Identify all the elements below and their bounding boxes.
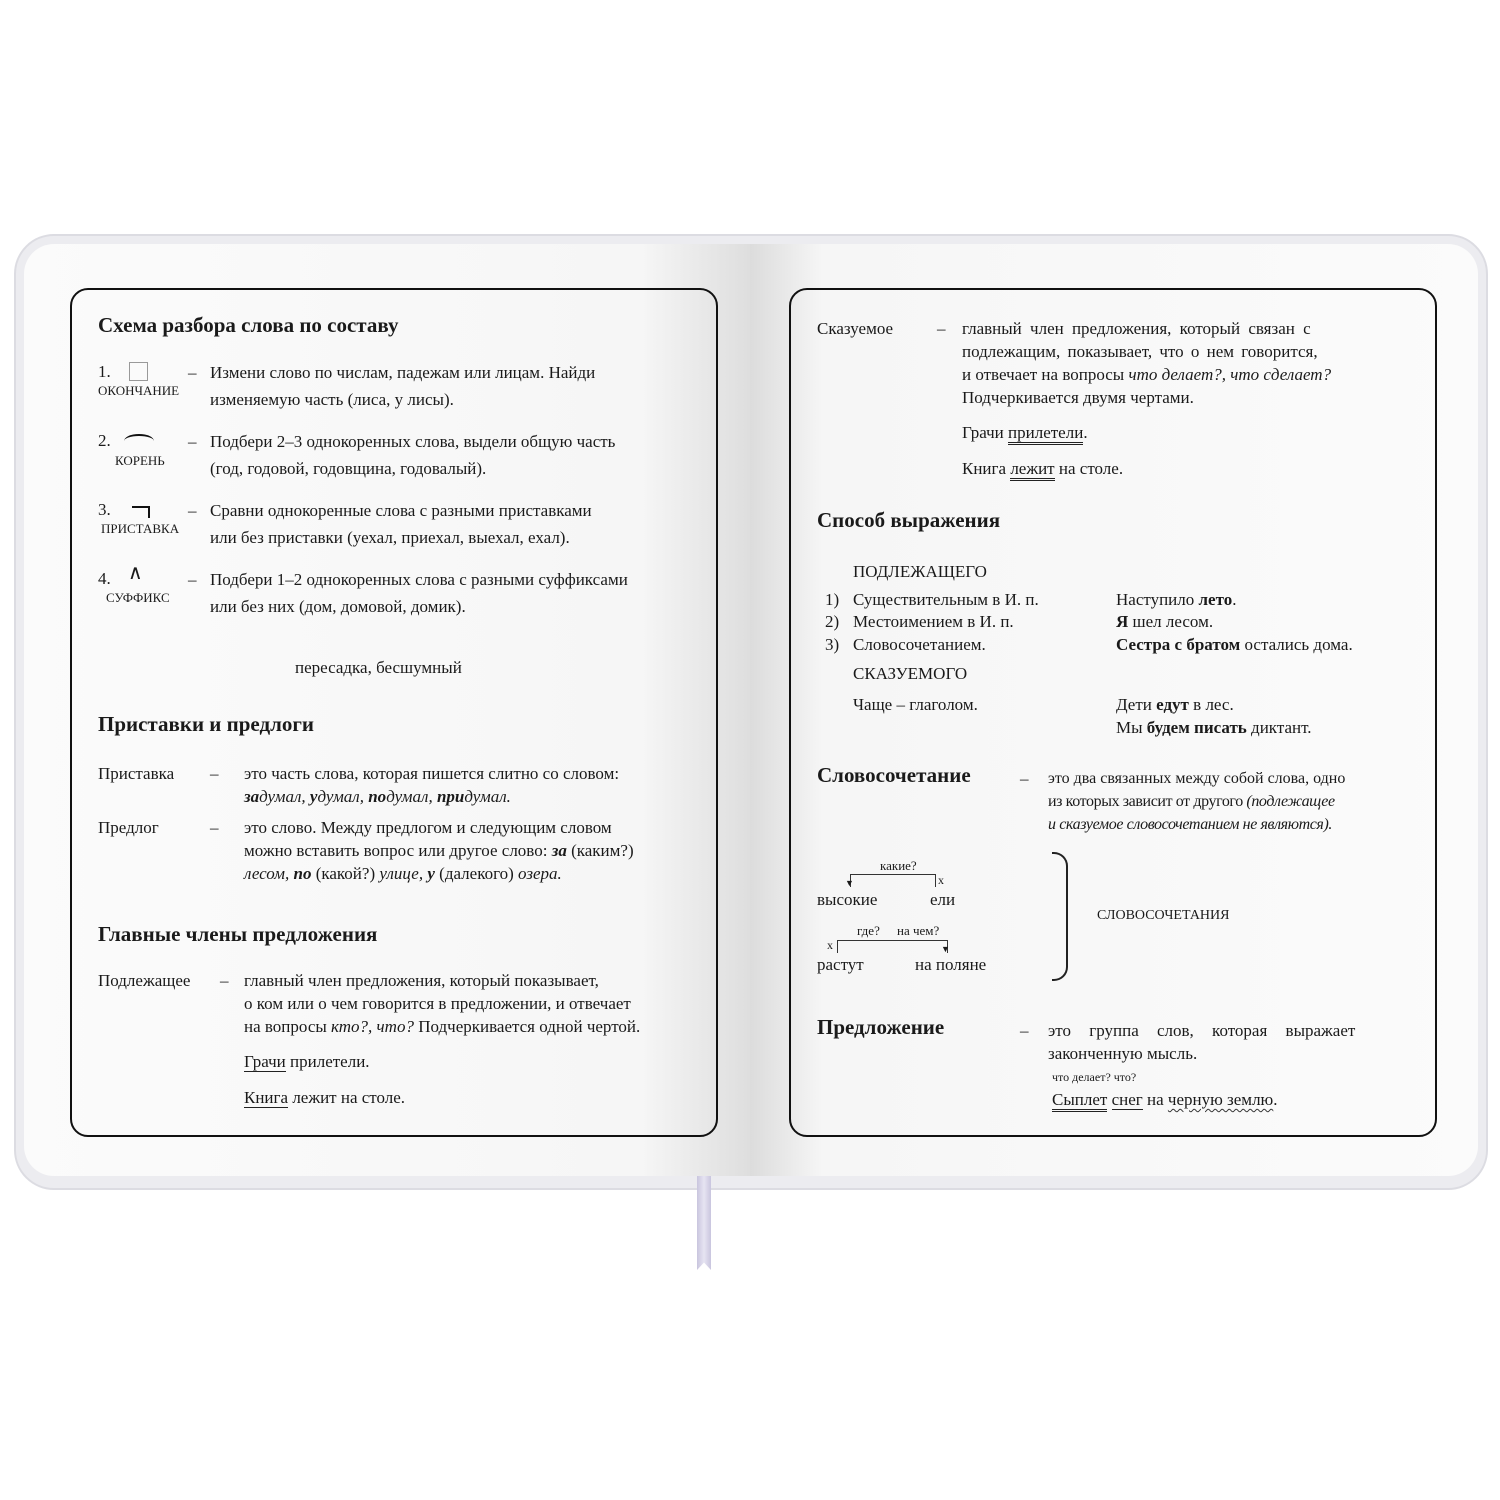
arrow-bracket	[837, 940, 948, 953]
question-label: что делает? что?	[1052, 1070, 1137, 1084]
term: Словосочетание	[817, 763, 971, 787]
definition: и отвечает на вопросы что делает?, что сделает?	[962, 365, 1332, 384]
example-sentence: Книга лежит на столе.	[962, 457, 1123, 480]
item-label: СУФФИКС	[106, 590, 170, 605]
row-number: 1)	[825, 590, 840, 609]
item-text: Измени слово по числам, падежам или лицам. Найди	[210, 363, 596, 382]
row-text: Чаще – глаголом.	[853, 695, 978, 714]
term: Предложение	[817, 1015, 945, 1039]
definition: о ком или о чем говорится в предложении, и отвечает	[244, 994, 631, 1013]
definition: и сказуемое словосочетанием не являются).	[1048, 816, 1332, 833]
definition: из которых зависит от другого (подлежащее	[1048, 793, 1335, 810]
curly-brace	[1052, 852, 1068, 981]
example-sentence: Книга лежит на столе.	[244, 1088, 406, 1107]
row-number: 2)	[825, 612, 840, 631]
item-label: КОРЕНЬ	[115, 453, 165, 468]
item-number: 3.	[98, 500, 111, 519]
suffix-caret-icon: ∧	[128, 562, 143, 584]
dash: –	[210, 764, 219, 783]
dash: –	[188, 570, 197, 589]
item-text: Сравни однокоренные слова с разными приставками	[210, 501, 592, 520]
dash: –	[188, 501, 197, 520]
prefix-icon	[132, 506, 150, 518]
example-sentence: Грачи прилетели.	[244, 1052, 370, 1071]
row-example: Я шел лесом.	[1116, 612, 1214, 631]
row-example: Наступило лето.	[1116, 590, 1237, 609]
root-arc-icon	[124, 434, 154, 448]
dash: –	[220, 971, 229, 990]
row-text: Словосочетанием.	[853, 635, 986, 654]
term: Приставка	[98, 764, 175, 783]
main-word-mark: х	[827, 938, 833, 952]
dash: –	[188, 363, 197, 382]
definition: это часть слова, которая пишется слитно со словом:	[244, 764, 620, 783]
item-number: 2.	[98, 431, 111, 450]
prefix-examples: задумал, удумал, подумал, придумал.	[244, 787, 511, 806]
morpheme-example: пересадка, бесшумный	[295, 658, 462, 677]
item-text: Подбери 2–3 однокоренных слова, выдели общую часть	[210, 432, 616, 451]
item-text: или без приставки (уехал, приехал, выехал, ехал).	[210, 528, 570, 547]
definition: Подчеркивается двумя чертами.	[962, 388, 1194, 407]
definition: лесом, по (какой?) улице, у (далекого) озера.	[244, 864, 562, 883]
item-text: (год, годовой, годовщина, годовалый).	[210, 459, 487, 478]
dash: –	[188, 432, 197, 451]
definition: это группа слов, которая выражает	[1048, 1021, 1356, 1040]
term: Сказуемое	[817, 319, 894, 338]
row-text: Существительным в И. п.	[853, 590, 1039, 609]
question-label: какие?	[880, 858, 917, 873]
row-text: Местоимением в И. п.	[853, 612, 1014, 631]
brace-label: СЛОВОСОЧЕТАНИЯ	[1097, 908, 1230, 923]
word: растут	[817, 955, 864, 974]
subheading: ПОДЛЕЖАЩЕГО	[853, 562, 987, 581]
arrow-down-icon: ▼	[941, 944, 950, 954]
item-text: изменяемую часть (лиса, у лисы).	[210, 390, 454, 409]
row-example: Дети едут в лес.	[1116, 695, 1234, 714]
example-sentence: Сыплет снег на черную землю.	[1052, 1088, 1278, 1111]
arrow-bracket	[850, 874, 936, 887]
section-title: Главные члены предложения	[98, 922, 378, 946]
definition: подлежащим, показывает, что о нем говорится,	[962, 342, 1318, 361]
section-title: Способ выражения	[817, 508, 1001, 532]
item-label: ОКОНЧАНИЕ	[98, 383, 180, 398]
ending-icon	[129, 362, 148, 381]
item-text: Подбери 1–2 однокоренных слова с разными суффиксами	[210, 570, 628, 589]
arrow-down-icon: ▼	[845, 878, 854, 888]
definition: можно вставить вопрос или другое слово: за (каким?)	[244, 841, 634, 860]
definition: главный член предложения, который показывает,	[244, 971, 599, 990]
definition: это два связанных между собой слова, одно	[1048, 770, 1346, 787]
dash: –	[1020, 1021, 1029, 1040]
definition: законченную мысль.	[1048, 1044, 1198, 1063]
example-sentence: Грачи прилетели.	[962, 421, 1088, 444]
dash: –	[210, 818, 219, 837]
item-number: 4.	[98, 569, 111, 588]
definition: это слово. Между предлогом и следующим словом	[244, 818, 612, 837]
term: Подлежащее	[98, 971, 191, 990]
dash: –	[1020, 769, 1029, 788]
item-text: или без них (дом, домовой, домик).	[210, 597, 466, 616]
definition: главный член предложения, который связан с	[962, 319, 1311, 338]
term: Предлог	[98, 818, 159, 837]
row-number: 3)	[825, 635, 840, 654]
bookmark-ribbon[interactable]	[697, 1176, 711, 1270]
subheading: СКАЗУЕМОГО	[853, 664, 968, 683]
word: на поляне	[915, 955, 987, 974]
section-title: Схема разбора слова по составу	[98, 313, 399, 337]
row-example: Мы будем писать диктант.	[1116, 718, 1312, 737]
word: высокие	[817, 890, 878, 909]
question-label: где?	[857, 923, 880, 938]
word: ели	[930, 890, 956, 909]
main-word-mark: х	[938, 873, 944, 887]
definition: на вопросы кто?, что? Подчеркивается одной чертой.	[244, 1017, 641, 1036]
row-example: Сестра с братом остались дома.	[1116, 635, 1353, 654]
item-number: 1.	[98, 362, 111, 381]
dash: –	[937, 319, 946, 338]
item-label: ПРИСТАВКА	[101, 521, 180, 536]
question-label: на чем?	[897, 923, 940, 938]
section-title: Приставки и предлоги	[98, 712, 315, 736]
